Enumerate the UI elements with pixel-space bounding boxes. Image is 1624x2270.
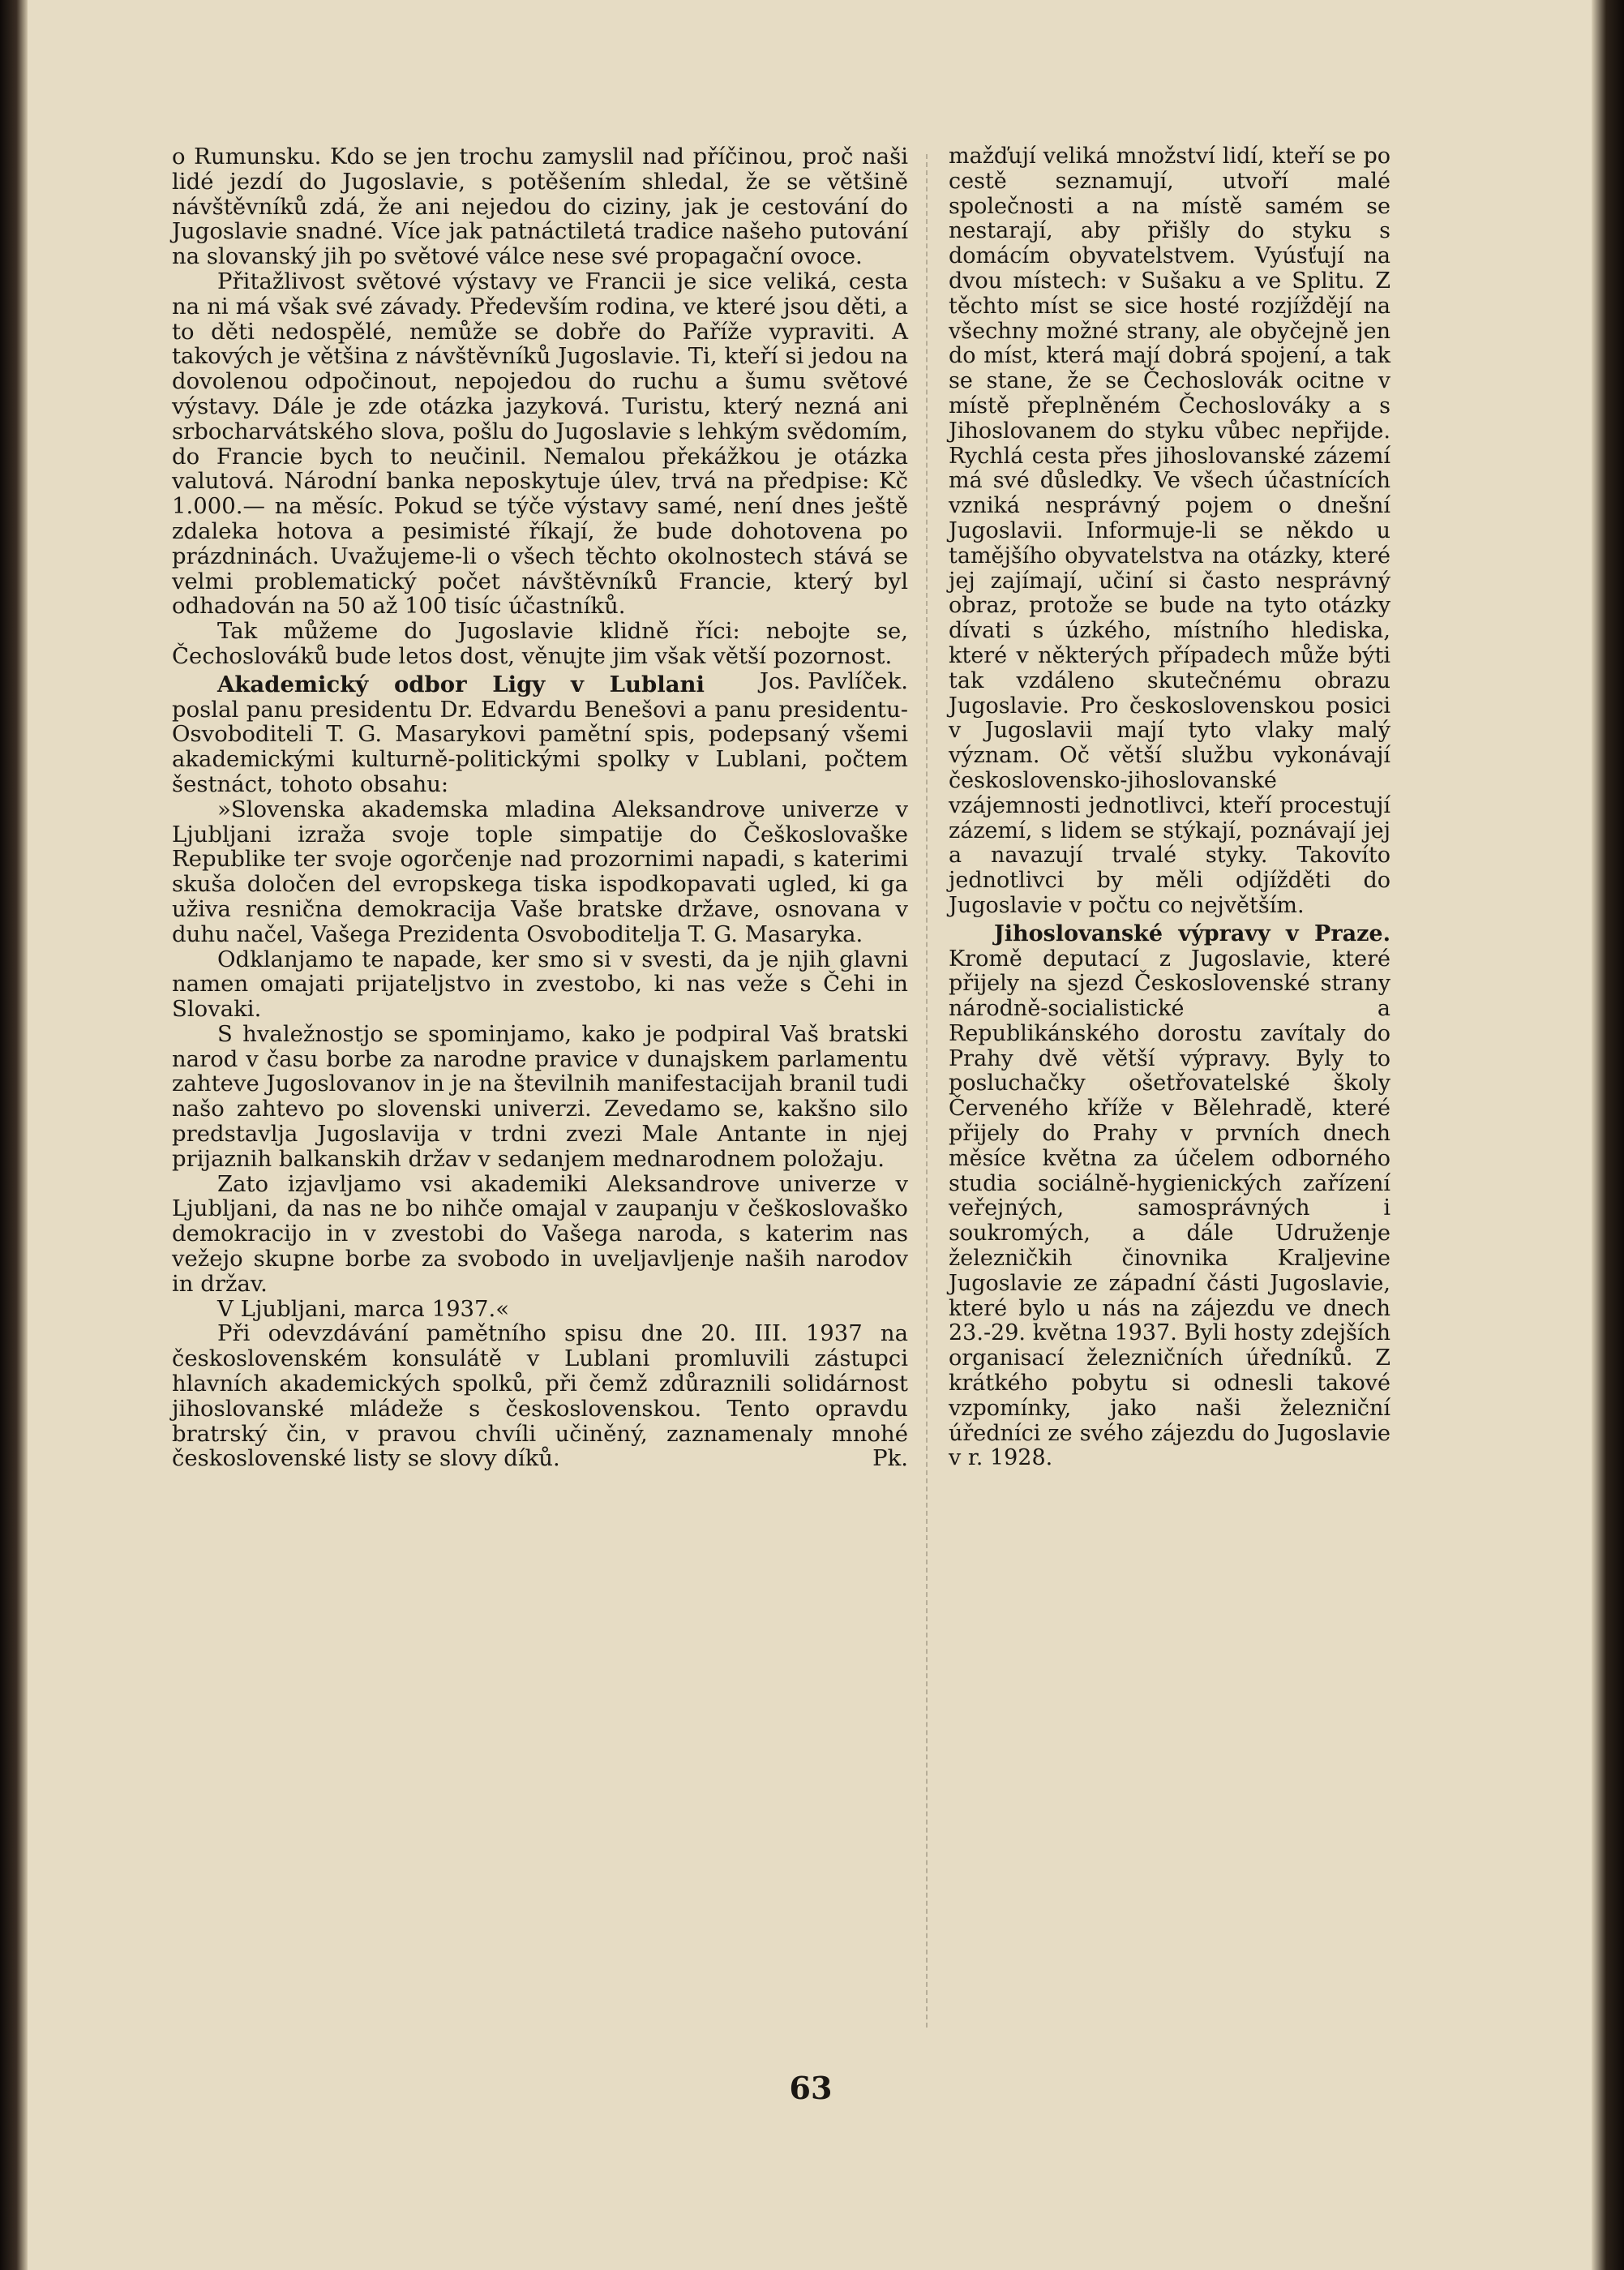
signature-pk: Pk. bbox=[872, 1445, 908, 1472]
paragraph-odevzdavani bbox=[172, 1321, 908, 1471]
paragraph-quote-date: V Ljubljani, marca 1937.« bbox=[217, 1295, 510, 1322]
paragraph-rumunsku: o Rumunsku. Kdo se jen trochu zamyslil nad příčinou, proč naši lidé jezdí do Jugoslavie, s potěšením shledal, že se většině návštěvníků zdá, že ani nejedou do ciziny, jak je cestování do Jugoslavie snadné. Více jak patnáctiletá tradice našeho putování na slovanský jih po světové válce nese své propagační ovoce. bbox=[172, 144, 908, 270]
paragraph-quote-4: Zato izjavljamo vsi akademiki Aleksandrove univerze v Ljubljani, da nas ne bo nihče omajal v zaupanju v češkoslovaško demokracijo in v zvestobi do Vašega naroda, s katerim nas vežejo skupne borbe za svobodo in uveljavljenje naših narodov in držav. bbox=[172, 1170, 908, 1297]
page-number: 63 bbox=[789, 2070, 833, 2106]
left-column bbox=[172, 144, 908, 1471]
paragraph-quote-1: »Slovenska akademska mladina Aleksandrove univerze v Ljubljani izraža svoje tople simpatije do Češkoslovaške Republike ter svoje ogorčenje nad prozornimi napadi, s katerimi skuša določen del evropskega tiska ispodkopavati ugled, ki ga uživa resnična demokracija Vaše bratske države, osnovana v duhu načel, Vašega Prezidenta Osvoboditelja T. G. Masaryka. bbox=[172, 796, 908, 947]
odevzdavani-text: Při odevzdávání pamětního spisu dne 20. III. 1937 na československém konsulátě v Lublani promluvili zástupci hlavních akademických spolků, při čemž zdůraznili solidárnost jihoslovanské mládeže s československou. Tento opravdu bratrský čin, v pravou chvíli učiněný, zaznamenaly mnohé československé listy se slovy díků. bbox=[172, 1320, 908, 1472]
paragraph-quote-3: S hvaležnostjo se spominjamo, kako je podpiral Vaš bratski narod v času borbe za narodne pravice v dunajskem parlamentu zahteve Jugoslovanov in je na številnih manifestacijah branil tudi našo zahtevo po slovenski univerzi. Zevedamo se, kakšno silo predstavlja Jugoslavija v trdni zvezi Male Antante in njej prijaznih balkanskih držav v sedanjem mednarodnem položaju. bbox=[172, 1020, 908, 1172]
paragraph-vypravy bbox=[949, 922, 1390, 1472]
paragraph-vlaky: mažďují veliká množství lidí, kteří se po cestě seznamují, utvoří malé společnosti a na místě samém se nestarají, aby přišly do styku s domácím obyvatelstvem. Vyúsťují na dvou místech: v Sušaku a ve Splitu. Z těchto míst se sice hosté rozjíždějí na všechny možné strany, ale obyčejně jen do míst, která mají dobrá spojení, a tak se stane, že se Čechoslovák ocitne v místě přeplněném Čechoslováky a s Jihoslovanem do styku vůbec nepřijde. Rychlá cesta přes jihoslovanské zázemí má své důsledky. Ve všech účastnících vzniká nesprávný pojem o dnešní Jugoslavii. Informuje-li se někdo u tamějšího obyvatelstva na otázky, které jej zajímají, učiní si často nesprávný obraz, protože se bude na tyto otázky dívati s úzkého, místního hlediska, které v některých případech může býti tak vzdáleno skutečnému obrazu Jugoslavie. Pro československou posici v Jugoslavii mají tyto vlaky malý význam. Oč větší službu vykonávají československo-jihoslovanské vzájemnosti jednotlivci, kteří procestují zázemí, s lidem se stýkají, poznávají jej a navazují trvalé styky. Takovíto jednotlivci by měli odjížděti do Jugoslavie v počtu co největším. bbox=[949, 144, 1390, 918]
binding-edge-right bbox=[1592, 0, 1624, 2270]
section-heading-akademicky: Akademický odbor Ligy v Lublani bbox=[217, 671, 705, 697]
conclusion-text: Tak můžeme do Jugoslavie klidně říci: nebojte se, Čechoslováků bude letos dost, věnujte jim však větší pozornost. bbox=[172, 618, 908, 669]
binding-edge-left bbox=[0, 0, 28, 2270]
paragraph-vystava: Přitažlivost světové výstavy ve Francii je sice veliká, cesta na ni má však své závady. Především rodina, ve které jsou děti, a to děti nedospělé, nemůže se dobře do Paříže vypraviti. A takových je většina z návštěvníků Jugoslavie. Ti, kteří si jedou na dovolenou odpočinout, nepojedou do ruchu a šumu světové výstavy. Dále je zde otázka jazyková. Turistu, který nezná ani srbocharvátského slova, pošlu do Jugoslavie s lehkým svědomím, do Francie bych to neučinil. Nemalou překážkou je otázka valutová. Národní banka neposkytuje úlev, trvá na předpise: Kč 1.000.— na měsíc. Pokud se týče výstavy samé, není dnes ještě zdaleka hotova a pesimisté říkají, že bude dohotovena po prázdninách. Uvažujeme-li o všech těchto okolnostech stává se velmi problematický počet návštěvníků Francie, který byl odhadován na 50 až 100 tisíc účastníků. bbox=[172, 268, 908, 620]
akademicky-text: poslal panu presidentu Dr. Edvardu Benešovi a panu presidentu-Osvoboditeli T. G. Masarykovi pamětní spis, podepsaný všemi akademickými kulturně-politickými spolky v Lublani, počtem šestnáct, tohoto obsahu: bbox=[172, 696, 908, 797]
section-heading-vypravy: Jihoslovanské výpravy v Praze. bbox=[994, 920, 1390, 946]
right-column bbox=[949, 144, 1390, 1471]
vypravy-text: Kromě deputací z Jugoslavie, které přijely na sjezd Československé strany národně-socialistické a Republikánského dorostu zavítaly do Prahy dvě větší výpravy. Byly to posluchačky ošetřovatelské školy Červeného kříže v Bělehradě, které přijely do Prahy v prvních dnech měsíce května za účelem odborného studia sociálně-hygienických zařízení veřejných, samosprávných i soukromých, a dále Udruženje železničkih činovnika Kraljevine Jugoslavie ze západní části Jugoslavie, které bylo u nás na zájezdu ve dnech 23.-29. května 1937. Byli hosty zdejších organisací železničních úředníků. Z krátkého pobytu si odnesli takové vzpomínky, jako naši železniční úředníci ze svého zájezdu do Jugoslavie v r. 1928. bbox=[949, 946, 1390, 1471]
author-signature: Jos. Pavlíček. bbox=[759, 667, 908, 694]
paragraph-quote-2: Odklanjamo te napade, ker smo si v svesti, da je njih glavni namen omajati prijateljstvo in zvestobo, ki nas veže s Čehi in Slovaki. bbox=[172, 946, 908, 1023]
column-divider bbox=[926, 154, 928, 2028]
